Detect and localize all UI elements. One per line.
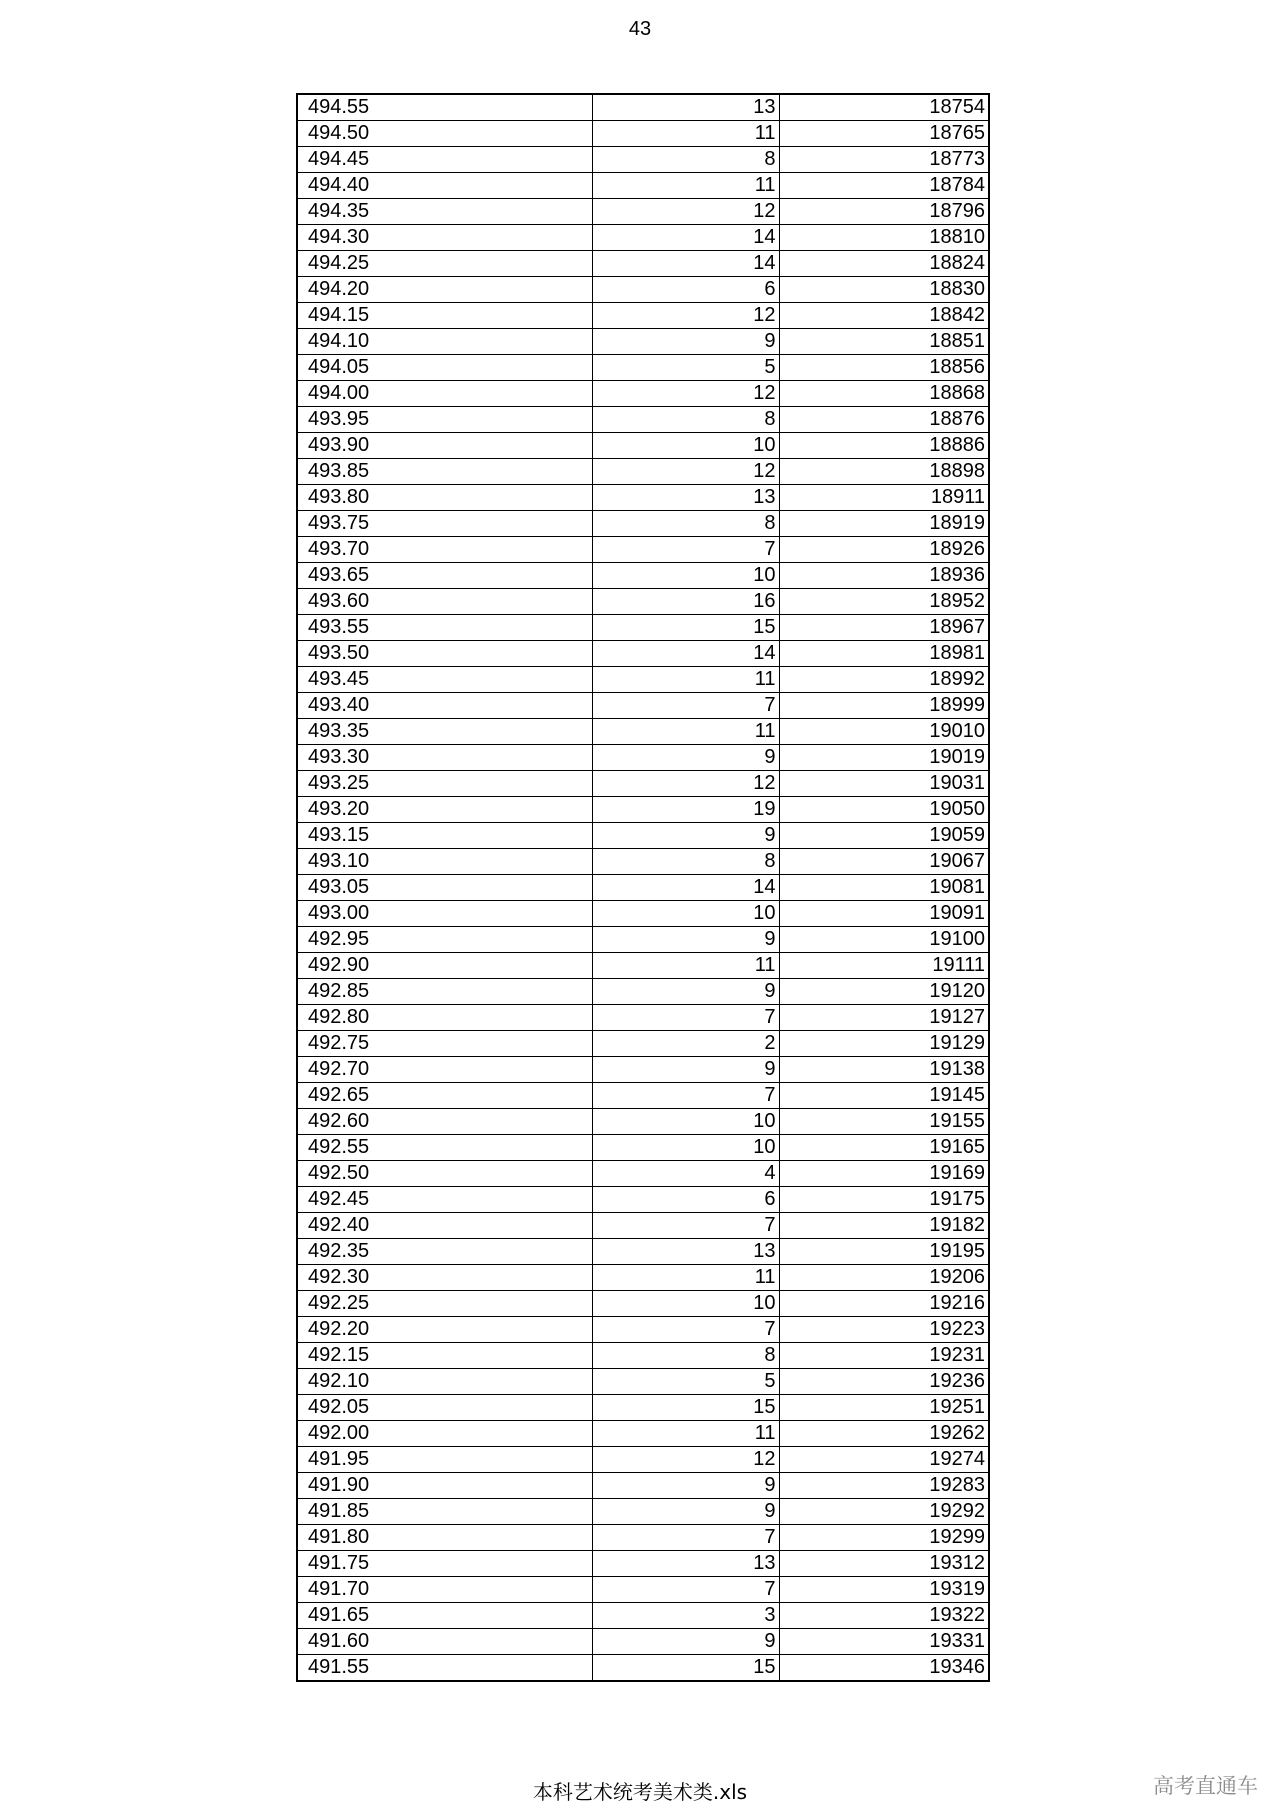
score-cell: 492.40 (297, 1213, 592, 1239)
score-table-body (297, 94, 989, 1681)
table-row (297, 667, 989, 693)
score-cell: 492.45 (297, 1187, 592, 1213)
cumulative-cell: 19081 (779, 875, 989, 901)
score-cell: 493.75 (297, 511, 592, 537)
table-row (297, 641, 989, 667)
score-cell: 493.50 (297, 641, 592, 667)
table-row (297, 823, 989, 849)
score-cell: 492.65 (297, 1083, 592, 1109)
count-cell: 7 (592, 1005, 779, 1031)
count-cell: 9 (592, 927, 779, 953)
score-cell: 492.75 (297, 1031, 592, 1057)
score-cell: 492.60 (297, 1109, 592, 1135)
score-cell: 493.95 (297, 407, 592, 433)
cumulative-cell: 19129 (779, 1031, 989, 1057)
count-cell: 10 (592, 1109, 779, 1135)
cumulative-cell: 19111 (779, 953, 989, 979)
count-cell: 6 (592, 277, 779, 303)
count-cell: 7 (592, 1317, 779, 1343)
cumulative-cell: 18851 (779, 329, 989, 355)
table-row (297, 797, 989, 823)
table-row (297, 615, 989, 641)
cumulative-cell: 18967 (779, 615, 989, 641)
table-row (297, 1525, 989, 1551)
score-cell: 493.30 (297, 745, 592, 771)
count-cell: 12 (592, 199, 779, 225)
table-row (297, 1317, 989, 1343)
table-row (297, 1265, 989, 1291)
cumulative-cell: 19195 (779, 1239, 989, 1265)
score-cell: 492.50 (297, 1161, 592, 1187)
count-cell: 8 (592, 1343, 779, 1369)
cumulative-cell: 18926 (779, 537, 989, 563)
score-cell: 492.30 (297, 1265, 592, 1291)
score-cell: 493.60 (297, 589, 592, 615)
count-cell: 10 (592, 901, 779, 927)
cumulative-cell: 18842 (779, 303, 989, 329)
table-row (297, 1499, 989, 1525)
table-row (297, 1655, 989, 1682)
count-cell: 7 (592, 1083, 779, 1109)
score-cell: 491.75 (297, 1551, 592, 1577)
cumulative-cell: 19100 (779, 927, 989, 953)
count-cell: 12 (592, 303, 779, 329)
table-row (297, 1031, 989, 1057)
table-row (297, 1551, 989, 1577)
table-row (297, 459, 989, 485)
score-cell: 492.35 (297, 1239, 592, 1265)
score-cell: 491.65 (297, 1603, 592, 1629)
cumulative-cell: 18952 (779, 589, 989, 615)
count-cell: 7 (592, 537, 779, 563)
table-row (297, 485, 989, 511)
score-cell: 494.50 (297, 121, 592, 147)
count-cell: 14 (592, 875, 779, 901)
cumulative-cell: 19292 (779, 1499, 989, 1525)
table-row (297, 1057, 989, 1083)
cumulative-cell: 18898 (779, 459, 989, 485)
table-row (297, 1343, 989, 1369)
table-row (297, 537, 989, 563)
cumulative-cell: 18886 (779, 433, 989, 459)
count-cell: 11 (592, 1265, 779, 1291)
count-cell: 7 (592, 1213, 779, 1239)
score-cell: 493.20 (297, 797, 592, 823)
score-cell: 493.65 (297, 563, 592, 589)
cumulative-cell: 19312 (779, 1551, 989, 1577)
table-row (297, 589, 989, 615)
cumulative-cell: 18992 (779, 667, 989, 693)
table-row (297, 147, 989, 173)
table-row (297, 225, 989, 251)
count-cell: 9 (592, 329, 779, 355)
table-row (297, 927, 989, 953)
count-cell: 11 (592, 953, 779, 979)
count-cell: 7 (592, 693, 779, 719)
score-cell: 493.35 (297, 719, 592, 745)
cumulative-cell: 19236 (779, 1369, 989, 1395)
cumulative-cell: 19120 (779, 979, 989, 1005)
table-row (297, 901, 989, 927)
table-row (297, 329, 989, 355)
table-row (297, 173, 989, 199)
count-cell: 16 (592, 589, 779, 615)
cumulative-cell: 18868 (779, 381, 989, 407)
cumulative-cell: 18784 (779, 173, 989, 199)
cumulative-cell: 19031 (779, 771, 989, 797)
table-row (297, 1005, 989, 1031)
table-row (297, 251, 989, 277)
count-cell: 14 (592, 641, 779, 667)
table-row (297, 355, 989, 381)
count-cell: 11 (592, 719, 779, 745)
score-cell: 494.10 (297, 329, 592, 355)
score-cell: 492.80 (297, 1005, 592, 1031)
count-cell: 13 (592, 485, 779, 511)
score-cell: 491.95 (297, 1447, 592, 1473)
count-cell: 11 (592, 173, 779, 199)
count-cell: 15 (592, 615, 779, 641)
score-cell: 492.90 (297, 953, 592, 979)
count-cell: 3 (592, 1603, 779, 1629)
table-row (297, 381, 989, 407)
score-cell: 491.60 (297, 1629, 592, 1655)
count-cell: 11 (592, 1421, 779, 1447)
cumulative-cell: 19262 (779, 1421, 989, 1447)
score-cell: 493.25 (297, 771, 592, 797)
cumulative-cell: 19138 (779, 1057, 989, 1083)
table-row (297, 693, 989, 719)
score-cell: 494.20 (297, 277, 592, 303)
count-cell: 9 (592, 979, 779, 1005)
table-row (297, 979, 989, 1005)
cumulative-cell: 18754 (779, 94, 989, 121)
footer-filename: 本科艺术统考美术类.xls (532, 1780, 748, 1804)
table-row (297, 121, 989, 147)
table-row (297, 1369, 989, 1395)
table-row (297, 953, 989, 979)
cumulative-cell: 18999 (779, 693, 989, 719)
count-cell: 4 (592, 1161, 779, 1187)
score-cell: 492.20 (297, 1317, 592, 1343)
count-cell: 8 (592, 407, 779, 433)
count-cell: 19 (592, 797, 779, 823)
table-row (297, 94, 989, 121)
score-cell: 493.45 (297, 667, 592, 693)
count-cell: 7 (592, 1577, 779, 1603)
table-row (297, 433, 989, 459)
count-cell: 15 (592, 1395, 779, 1421)
count-cell: 13 (592, 94, 779, 121)
cumulative-cell: 19067 (779, 849, 989, 875)
score-cell: 492.95 (297, 927, 592, 953)
score-cell: 491.55 (297, 1655, 592, 1682)
score-cell: 493.70 (297, 537, 592, 563)
table-row (297, 1421, 989, 1447)
page-number: 43 (628, 18, 652, 40)
score-cell: 494.00 (297, 381, 592, 407)
cumulative-cell: 19169 (779, 1161, 989, 1187)
cumulative-cell: 19223 (779, 1317, 989, 1343)
table-row (297, 303, 989, 329)
table-row (297, 875, 989, 901)
table-row (297, 1447, 989, 1473)
score-cell: 494.15 (297, 303, 592, 329)
count-cell: 8 (592, 147, 779, 173)
score-cell: 494.30 (297, 225, 592, 251)
watermark-text: 高考直通车 (1153, 1774, 1258, 1798)
score-cell: 493.00 (297, 901, 592, 927)
table-row (297, 1473, 989, 1499)
cumulative-cell: 19165 (779, 1135, 989, 1161)
cumulative-cell: 19274 (779, 1447, 989, 1473)
table-row (297, 1603, 989, 1629)
count-cell: 8 (592, 511, 779, 537)
table-row (297, 277, 989, 303)
table-row (297, 1577, 989, 1603)
cumulative-cell: 19216 (779, 1291, 989, 1317)
score-cell: 493.90 (297, 433, 592, 459)
score-cell: 494.25 (297, 251, 592, 277)
cumulative-cell: 18773 (779, 147, 989, 173)
cumulative-cell: 18981 (779, 641, 989, 667)
score-cell: 492.15 (297, 1343, 592, 1369)
score-cell: 492.25 (297, 1291, 592, 1317)
score-cell: 491.70 (297, 1577, 592, 1603)
table-row (297, 745, 989, 771)
count-cell: 14 (592, 251, 779, 277)
count-cell: 10 (592, 433, 779, 459)
table-row (297, 1239, 989, 1265)
score-cell: 491.90 (297, 1473, 592, 1499)
cumulative-cell: 19319 (779, 1577, 989, 1603)
table-row (297, 407, 989, 433)
count-cell: 10 (592, 1291, 779, 1317)
cumulative-cell: 19050 (779, 797, 989, 823)
score-cell: 493.05 (297, 875, 592, 901)
cumulative-cell: 18911 (779, 485, 989, 511)
count-cell: 9 (592, 1473, 779, 1499)
count-cell: 11 (592, 121, 779, 147)
table-row (297, 199, 989, 225)
score-cell: 493.55 (297, 615, 592, 641)
score-cell: 493.40 (297, 693, 592, 719)
table-row (297, 849, 989, 875)
score-cell: 494.40 (297, 173, 592, 199)
table-row (297, 1629, 989, 1655)
cumulative-cell: 19145 (779, 1083, 989, 1109)
score-cell: 492.55 (297, 1135, 592, 1161)
cumulative-cell: 19175 (779, 1187, 989, 1213)
count-cell: 12 (592, 1447, 779, 1473)
score-table (296, 93, 990, 1682)
cumulative-cell: 19206 (779, 1265, 989, 1291)
score-cell: 494.45 (297, 147, 592, 173)
cumulative-cell: 19231 (779, 1343, 989, 1369)
score-cell: 492.00 (297, 1421, 592, 1447)
cumulative-cell: 19010 (779, 719, 989, 745)
cumulative-cell: 18856 (779, 355, 989, 381)
count-cell: 5 (592, 1369, 779, 1395)
cumulative-cell: 18765 (779, 121, 989, 147)
cumulative-cell: 19283 (779, 1473, 989, 1499)
cumulative-cell: 18936 (779, 563, 989, 589)
cumulative-cell: 19091 (779, 901, 989, 927)
count-cell: 12 (592, 459, 779, 485)
table-row (297, 1291, 989, 1317)
count-cell: 15 (592, 1655, 779, 1682)
count-cell: 14 (592, 225, 779, 251)
score-cell: 494.55 (297, 94, 592, 121)
count-cell: 9 (592, 1499, 779, 1525)
count-cell: 7 (592, 1525, 779, 1551)
cumulative-cell: 19155 (779, 1109, 989, 1135)
score-cell: 492.05 (297, 1395, 592, 1421)
count-cell: 2 (592, 1031, 779, 1057)
cumulative-cell: 19251 (779, 1395, 989, 1421)
cumulative-cell: 19059 (779, 823, 989, 849)
count-cell: 8 (592, 849, 779, 875)
count-cell: 9 (592, 1629, 779, 1655)
count-cell: 5 (592, 355, 779, 381)
count-cell: 9 (592, 823, 779, 849)
cumulative-cell: 19127 (779, 1005, 989, 1031)
cumulative-cell: 18824 (779, 251, 989, 277)
cumulative-cell: 19322 (779, 1603, 989, 1629)
table-row (297, 771, 989, 797)
score-cell: 493.15 (297, 823, 592, 849)
count-cell: 12 (592, 381, 779, 407)
count-cell: 10 (592, 563, 779, 589)
cumulative-cell: 18810 (779, 225, 989, 251)
table-row (297, 1109, 989, 1135)
score-cell: 493.85 (297, 459, 592, 485)
score-cell: 494.05 (297, 355, 592, 381)
table-row (297, 719, 989, 745)
count-cell: 9 (592, 745, 779, 771)
count-cell: 6 (592, 1187, 779, 1213)
score-cell: 492.85 (297, 979, 592, 1005)
table-row (297, 1187, 989, 1213)
count-cell: 9 (592, 1057, 779, 1083)
cumulative-cell: 19182 (779, 1213, 989, 1239)
score-cell: 494.35 (297, 199, 592, 225)
table-row (297, 563, 989, 589)
score-cell: 491.80 (297, 1525, 592, 1551)
cumulative-cell: 19299 (779, 1525, 989, 1551)
table-row (297, 1213, 989, 1239)
cumulative-cell: 18830 (779, 277, 989, 303)
count-cell: 10 (592, 1135, 779, 1161)
table-row (297, 1161, 989, 1187)
cumulative-cell: 18919 (779, 511, 989, 537)
score-cell: 493.10 (297, 849, 592, 875)
table-row (297, 1395, 989, 1421)
count-cell: 12 (592, 771, 779, 797)
cumulative-cell: 18876 (779, 407, 989, 433)
cumulative-cell: 19331 (779, 1629, 989, 1655)
table-row (297, 511, 989, 537)
cumulative-cell: 19019 (779, 745, 989, 771)
count-cell: 11 (592, 667, 779, 693)
table-row (297, 1083, 989, 1109)
count-cell: 13 (592, 1239, 779, 1265)
table-row (297, 1135, 989, 1161)
count-cell: 13 (592, 1551, 779, 1577)
cumulative-cell: 18796 (779, 199, 989, 225)
cumulative-cell: 19346 (779, 1655, 989, 1682)
score-cell: 491.85 (297, 1499, 592, 1525)
score-cell: 492.70 (297, 1057, 592, 1083)
score-cell: 493.80 (297, 485, 592, 511)
score-cell: 492.10 (297, 1369, 592, 1395)
